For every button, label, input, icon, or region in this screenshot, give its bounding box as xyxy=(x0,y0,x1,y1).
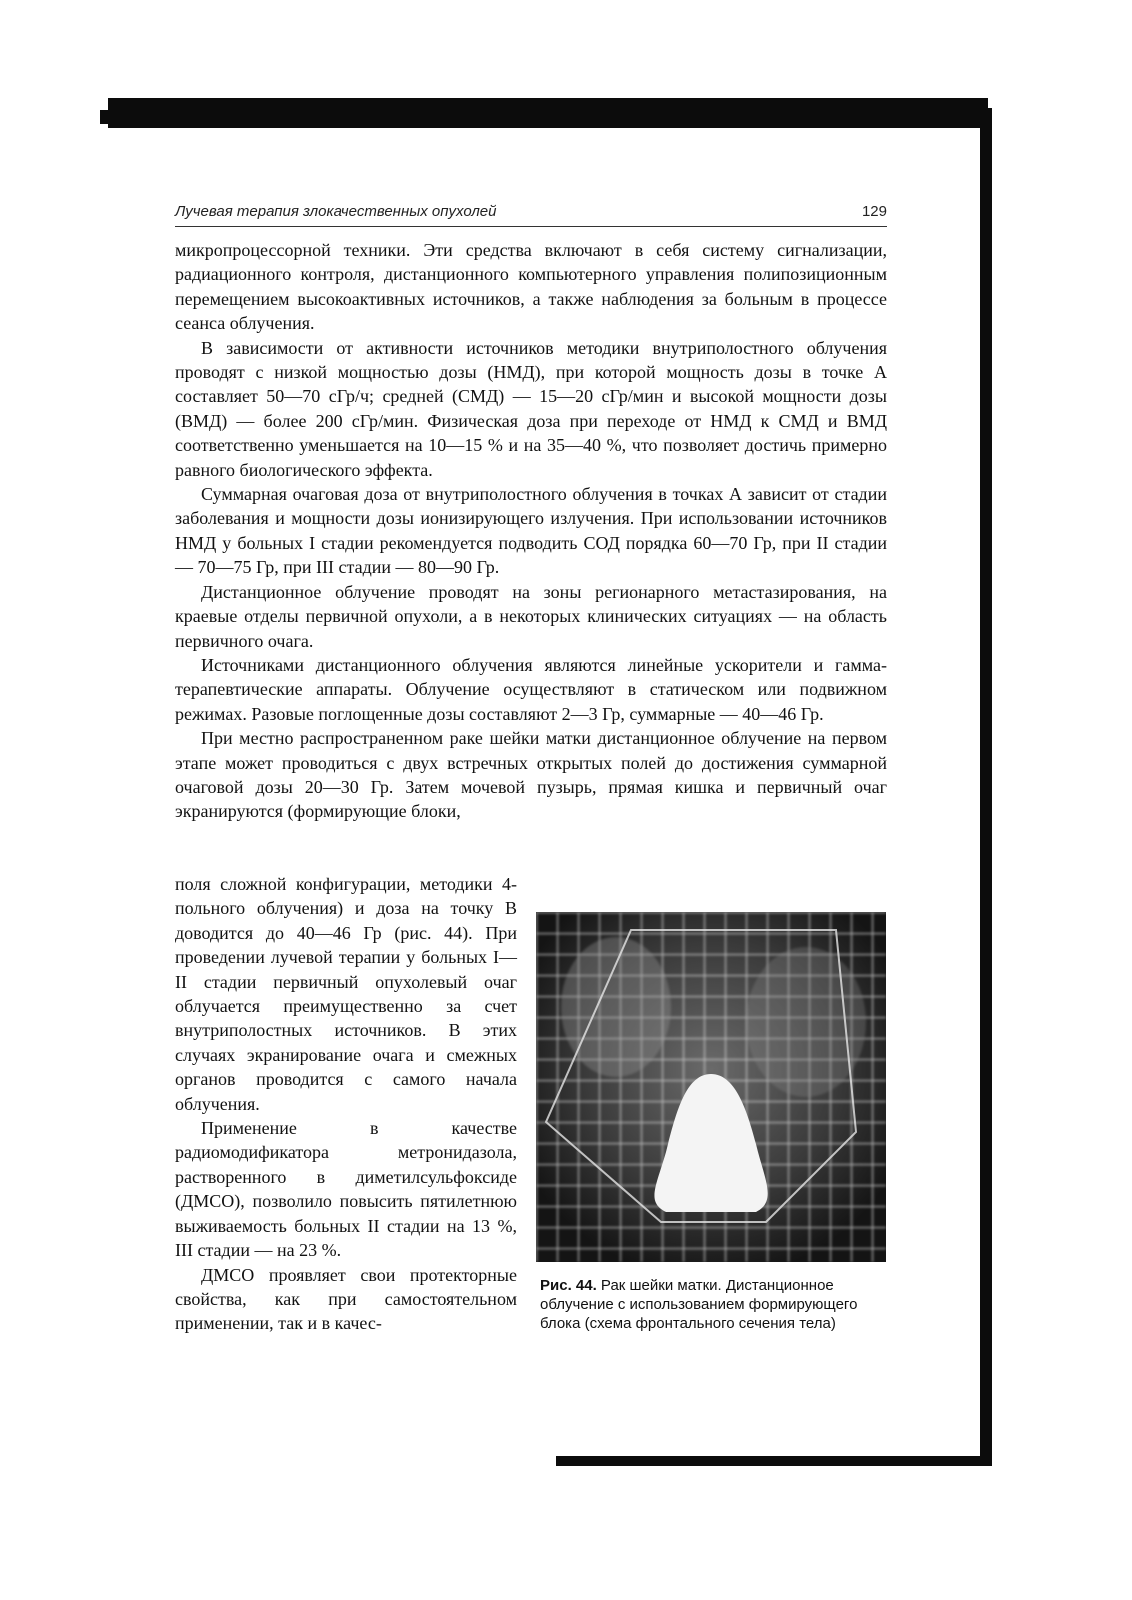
running-header-title: Лучевая терапия злокачественных опухолей xyxy=(175,203,497,220)
page-bottom-border xyxy=(556,1456,990,1466)
page-right-border xyxy=(980,108,992,1466)
paragraph: ДМСО проявляет свои протекторные свойства, как при самостоятельном применении, так и в качес- xyxy=(175,1264,517,1334)
paragraph: Источниками дистанционного облучения являются линейные ускорители и гамма-терапевтические аппараты. Облучение осуществляют в статическом или подвижном режимах. Разовые поглощенные дозы составляют 2—3 Гр, суммарные — 40—46 Гр. xyxy=(175,654,887,724)
paragraph: Дистанционное облучение проводят на зоны регионарного метастазирования, на краевые отделы первичной опухоли, а в некоторых клинических ситуациях — на область первичного очага. xyxy=(175,581,887,651)
figure-44-image xyxy=(536,912,886,1262)
column-text xyxy=(175,872,517,1336)
figure-caption xyxy=(540,1276,886,1333)
figure-caption-text: Рак шейки матки. Дистанционное облучение с использованием формирующего блока (схема фронтального сечения тела) xyxy=(540,1277,858,1332)
header-rule xyxy=(175,226,887,227)
paragraph: При местно распространенном раке шейки матки дистанционное облучение на первом этапе может проводиться с двух встречных открытых полей до достижения суммарной очаговой дозы 20—30 Гр. Затем мочевой пузырь, прямая кишка и первичный очаг экранируются (формирующие блоки, xyxy=(175,728,887,822)
paragraph: В зависимости от активности источников методики внутриполостного облучения проводят с низкой мощностью дозы (НМД), при которой мощность дозы в точке А составляет 50—70 сГр/ч; средней (СМД) — 15—20 сГр/мин и высокой мощности дозы (ВМД) — более 200 сГр/мин. Физическая доза при переходе от НМД к СМД и ВМД соответственно уменьшается на 10—15 % и на 35—40 %, что позволяет достичь примерно равного биологического эффекта. xyxy=(175,337,887,480)
paragraph: Применение в качестве радиомодификатора метронидазола, растворенного в диметилсульфоксиде (ДМСО), позволило повысить пятилетнюю выживаемость больных II стадии на 13 %, III стадии — на 23 %. xyxy=(175,1118,517,1261)
page-top-border xyxy=(108,98,988,128)
page-corner-mark xyxy=(100,110,114,124)
radiograph-illustration xyxy=(536,912,886,1262)
figure-label: Рис. 44. xyxy=(540,1277,597,1294)
body-text xyxy=(175,238,887,824)
paragraph: поля сложной конфигурации, методики 4-польного облучения) и доза на точку В доводится до 40—46 Гр (рис. 44). При проведении лучевой терапии у больных I—II стадии первичный опухолевый очаг облучается преимущественно за счет внутриполостных источников. В этих случаях экранирование очага и смежных органов проводится с самого начала облучения. xyxy=(175,874,517,1114)
running-header xyxy=(175,203,887,220)
paragraph: микропроцессорной техники. Эти средства включают в себя систему сигнализации, радиационного контроля, дистанционного компьютерного управления полипозиционным перемещением высокоактивных источников, а также наблюдения за больным в процессе сеанса облучения. xyxy=(175,240,887,334)
paragraph: Суммарная очаговая доза от внутриполостного облучения в точках А зависит от стадии заболевания и мощности дозы ионизирующего излучения. При использовании источников НМД у больных I стадии рекомендуется подводить СОД порядка 60—70 Гр, при II стадии — 70—75 Гр, при III стадии — 80—90 Гр. xyxy=(175,484,887,578)
page-number: 129 xyxy=(861,203,887,220)
